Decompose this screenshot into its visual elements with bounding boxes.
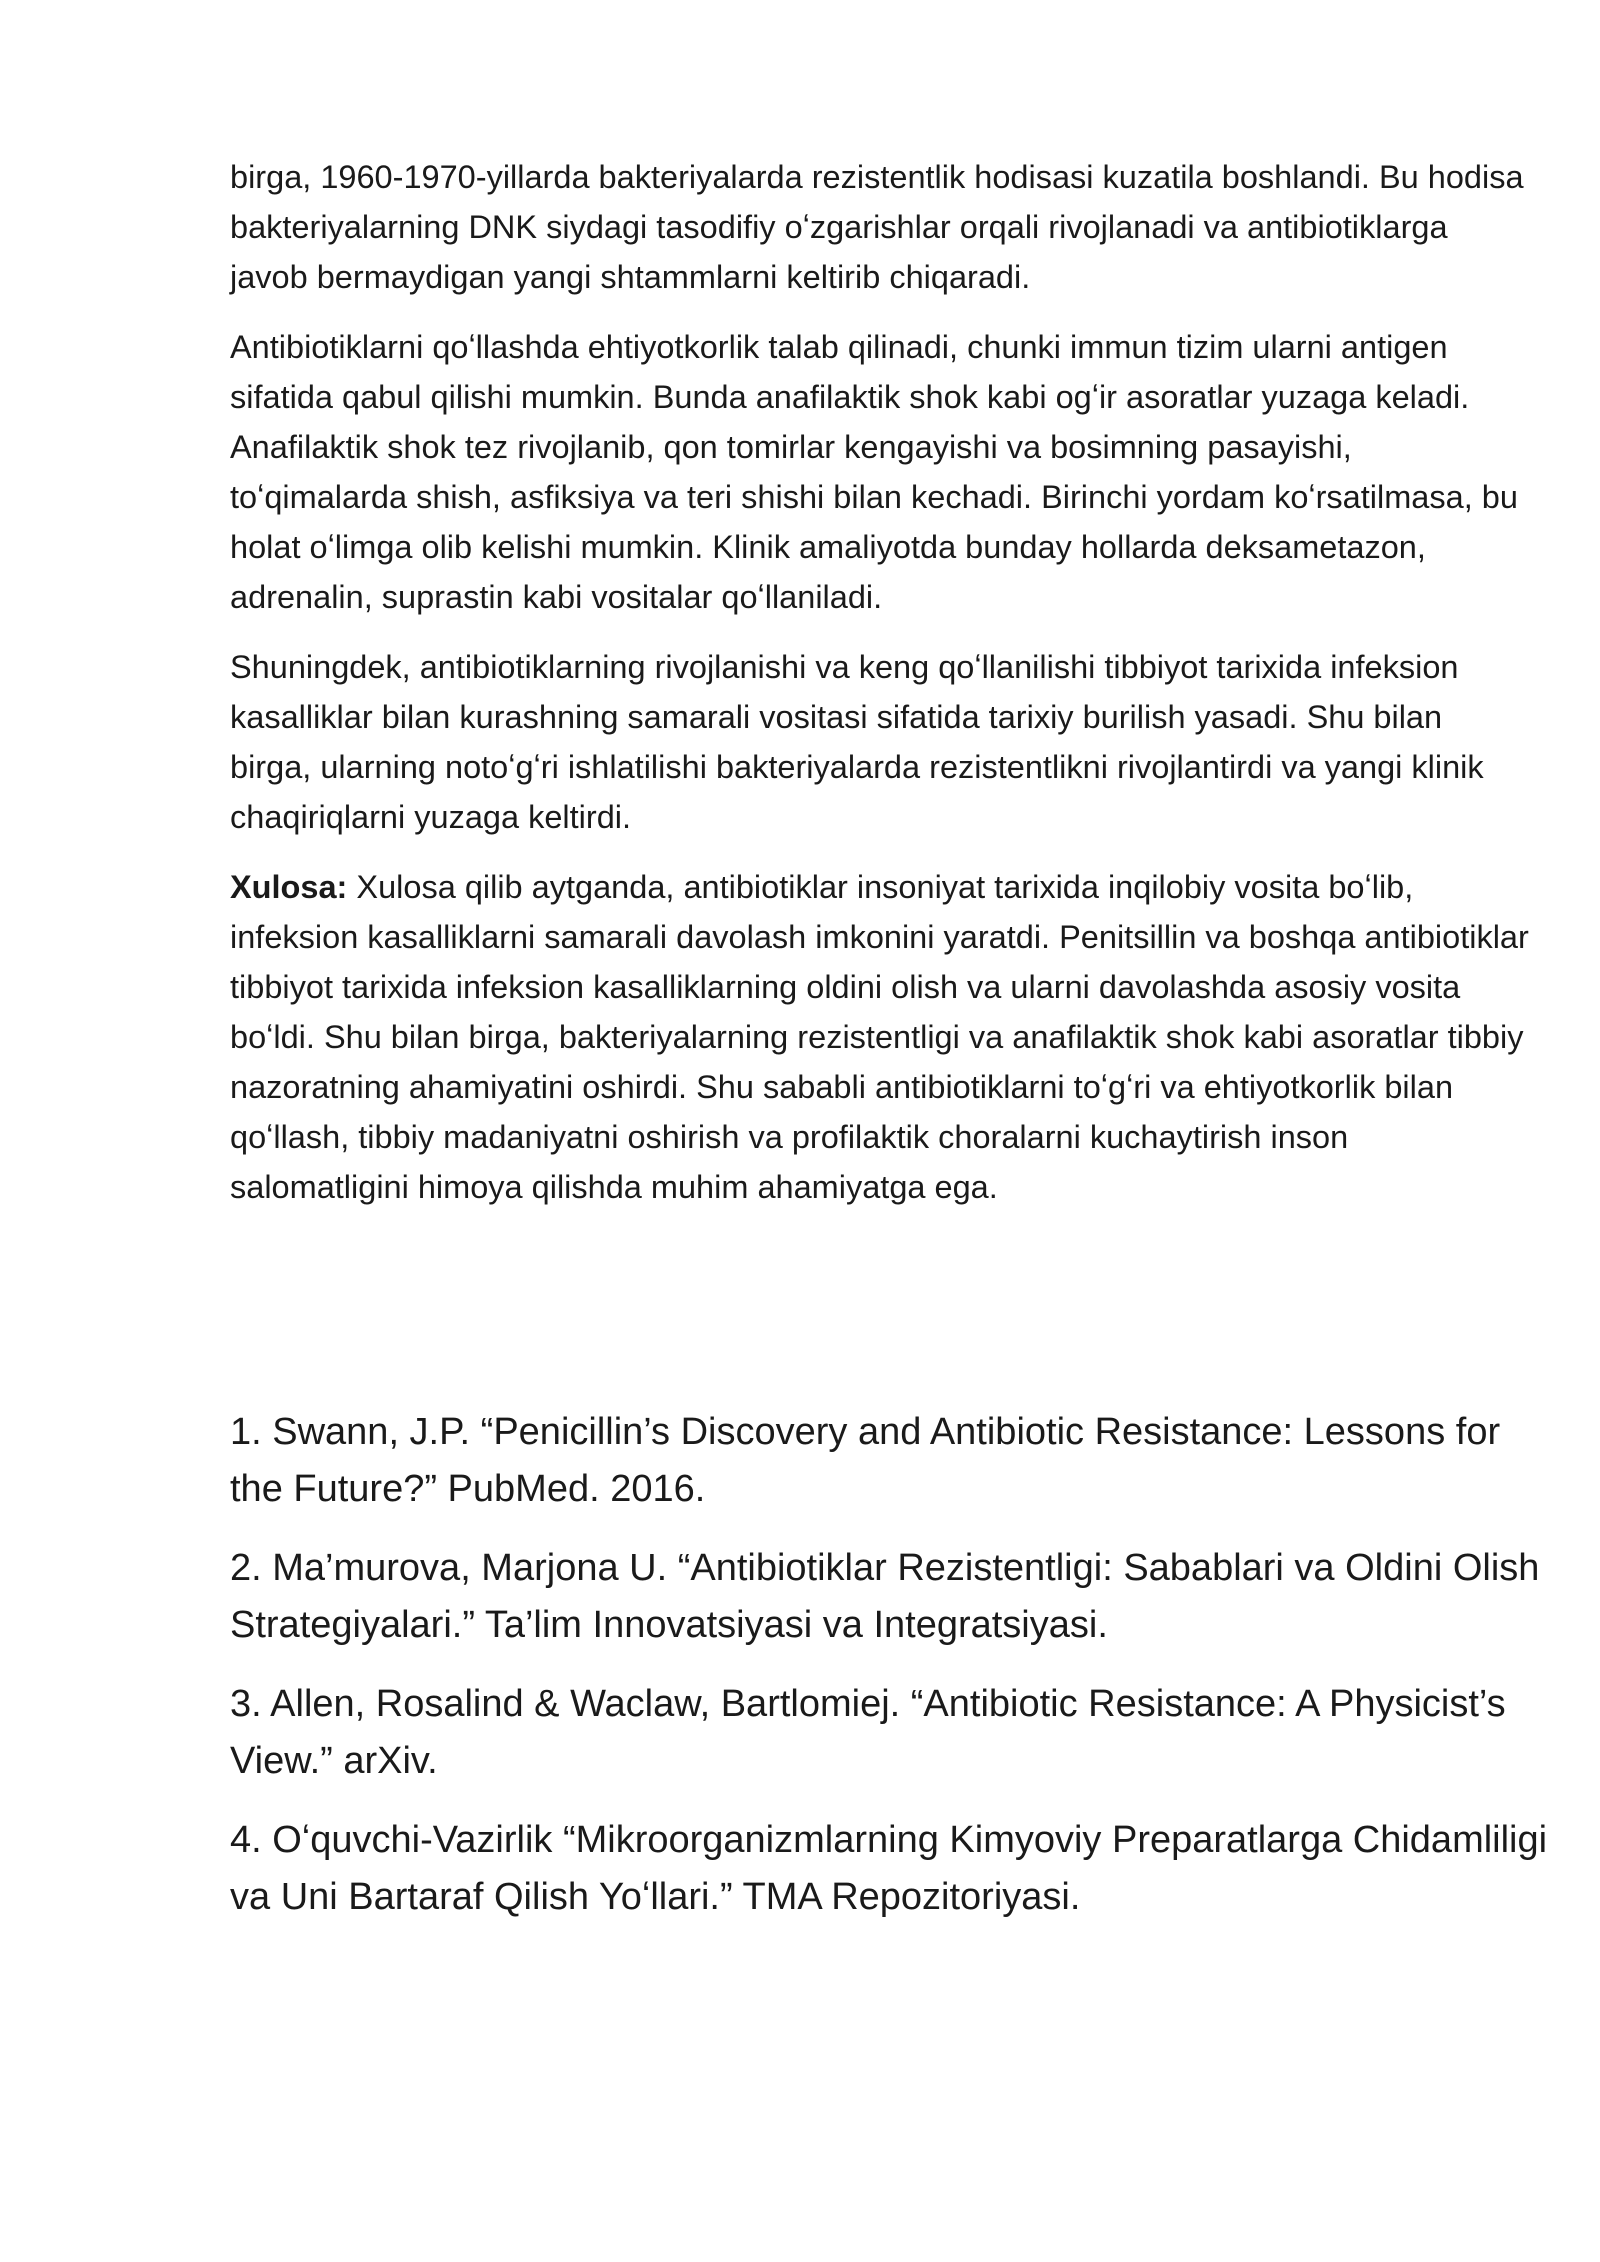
paragraph-anaphylaxis: Antibiotiklarni qoʻllashda ehtiyotkorlik talab qilinadi, chunki immun tizim ularni antigen sifatida qabul qilishi mumkin. Bunda anafilaktik shok kabi ogʻir asoratlar yuzaga keladi. Anafilaktik shok tez rivojlanib, qon tomirlar kengayishi va bosimning pasayishi, toʻqimalarda shish, asfiksiya va teri shishi bilan kechadi. Birinchi yordam koʻrsatilmasa, bu holat oʻlimga olib kelishi mumkin. Klinik amaliyotda bunday hollarda deksametazon, adrenalin, suprastin kabi vositalar qoʻllaniladi. [230, 329, 1518, 615]
reference-item-3: 3. Allen, Rosalind & Waclaw, Bartlomiej. “Antibiotic Resistance: A Physicist’s View.” arXiv. [230, 1683, 1506, 1782]
reference-item-2: 2. Ma’murova, Marjona U. “Antibiotiklar Rezistentligi: Sabablari va Oldini Olish Strategiyalari.” Ta’lim Innovatsiyasi va Integratsiyasi. [230, 1547, 1540, 1646]
body-text [230, 152, 1530, 1232]
references-list [230, 1404, 1550, 1948]
conclusion-text: Xulosa qilib aytganda, antibiotiklar insoniyat tarixida inqilobiy vosita boʻlib, infeksion kasalliklarni samarali davolash imkonini yaratdi. Penitsillin va boshqa antibiotiklar tibbiyot tarixida infeksion kasalliklarning oldini olish va ularni davolashda asosiy vosita boʻldi. Shu bilan birga, bakteriyalarning rezistentligi va anafilaktik shok kabi asoratlar tibbiy nazoratning ahamiyatini oshirdi. Shu sababli antibiotiklarni toʻgʻri va ehtiyotkorlik bilan qoʻllash, tibbiy madaniyatni oshirish va profilaktik choralarni kuchaytirish inson salomatligini himoya qilishda muhim ahamiyatga ega. [230, 869, 1529, 1205]
paragraph-historical-impact: Shuningdek, antibiotiklarning rivojlanishi va keng qoʻllanilishi tibbiyot tarixida infeksion kasalliklar bilan kurashning samarali vositasi sifatida tarixiy burilish yasadi. Shu bilan birga, ularning notoʻgʻri ishlatilishi bakteriyalarda rezistentlikni rivojlantirdi va yangi klinik chaqiriqlarni yuzaga keltirdi. [230, 649, 1484, 835]
paragraph-conclusion [230, 862, 1530, 1212]
conclusion-label: Xulosa: [230, 869, 348, 905]
reference-item-4: 4. Oʻquvchi-Vazirlik “Mikroorganizmlarning Kimyoviy Preparatlarga Chidamliligi va Uni Bartaraf Qilish Yoʻllari.” TMA Repozitoriyasi. [230, 1819, 1548, 1918]
reference-item-1: 1. Swann, J.P. “Penicillin’s Discovery and Antibiotic Resistance: Lessons for the Future?” PubMed. 2016. [230, 1411, 1501, 1510]
paragraph-resistance-history: birga, 1960-1970-yillarda bakteriyalarda rezistentlik hodisasi kuzatila boshlandi. Bu hodisa bakteriyalarning DNK siydagi tasodifiy oʻzgarishlar orqali rivojlanadi va antibiotiklarga javob bermaydigan yangi shtammlarni keltirib chiqaradi. [230, 159, 1524, 295]
